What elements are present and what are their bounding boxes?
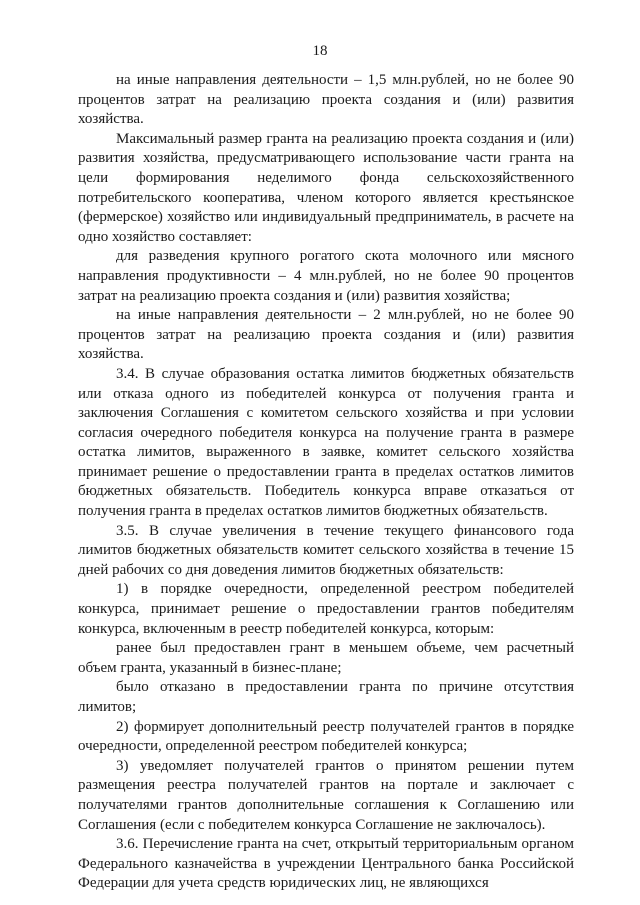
paragraph-6: 3.5. В случае увеличения в течение текущего финансового года лимитов бюджетных обязательств комитет сельского хозяйства в течение 15 дней рабочих со дня доведения лимитов бюджетных обязательств: bbox=[78, 522, 574, 578]
paragraph-4: на иные направления деятельности – 2 млн.рублей, но не более 90 процентов затрат на реализацию проекта создания и (или) развития хозяйства. bbox=[78, 307, 574, 363]
paragraph-2: Максимальный размер гранта на реализацию проекта создания и (или) развития хозяйства, предусматривающего использование части гранта на цели формирования неделимого фонда сельскохозяйственного потребительского кооператива, членом которого является крестьянское (фермерское) хозяйство или индивидуальный предприниматель, в расчете на одно хозяйство составляет: bbox=[78, 130, 574, 245]
paragraph-8: ранее был предоставлен грант в меньшем объеме, чем расчетный объем гранта, указанный в бизнес-плане; bbox=[78, 640, 574, 676]
paragraph-12: 3.6. Перечисление гранта на счет, открытый территориальным органом Федерального казначейства в учреждении Центрального банка Российской Федерации для учета средств юридических лиц, не являющихся bbox=[78, 836, 574, 892]
document-body bbox=[78, 71, 574, 894]
paragraph-11: 3) уведомляет получателей грантов о принятом решении путем размещения реестра получателей грантов на портале и заключает с получателями грантов дополнительные соглашения к Соглашению или Соглашения (если с победителем конкурса Соглашение не заключалось). bbox=[78, 757, 574, 833]
page-number: 18 bbox=[312, 43, 328, 59]
paragraph-1: на иные направления деятельности – 1,5 млн.рублей, но не более 90 процентов затрат на реализацию проекта создания и (или) развития хозяйства. bbox=[78, 72, 574, 128]
paragraph-3: для разведения крупного рогатого скота молочного или мясного направления продуктивности – 4 млн.рублей, но не более 90 процентов затрат на реализацию проекта создания и (или) развития хозяйства; bbox=[78, 248, 574, 304]
paragraph-10: 2) формирует дополнительный реестр получателей грантов в порядке очередности, определенной реестром победителей конкурса; bbox=[78, 718, 574, 755]
paragraph-9: было отказано в предоставлении гранта по причине отсутствия лимитов; bbox=[78, 679, 574, 715]
paragraph-7: 1) в порядке очередности, определенной реестром победителей конкурса, принимает решение о предоставлении грантов победителям конкурса, включенным в реестр победителей конкурса, которым: bbox=[78, 581, 574, 637]
paragraph-5: 3.4. В случае образования остатка лимитов бюджетных обязательств или отказа одного из победителей конкурса от получения гранта и заключения Соглашения с комитетом сельского хозяйства и при условии согласия очередного победителя конкурса на получение гранта в размере остатка лимитов, выраженного в заявке, комитет сельского хозяйства принимает решение о предоставлении гранта в пределах остатков лимитов бюджетных обязательств. Победитель конкурса вправе отказаться от получения гранта в пределах остатков лимитов бюджетных обязательств. bbox=[78, 365, 574, 520]
